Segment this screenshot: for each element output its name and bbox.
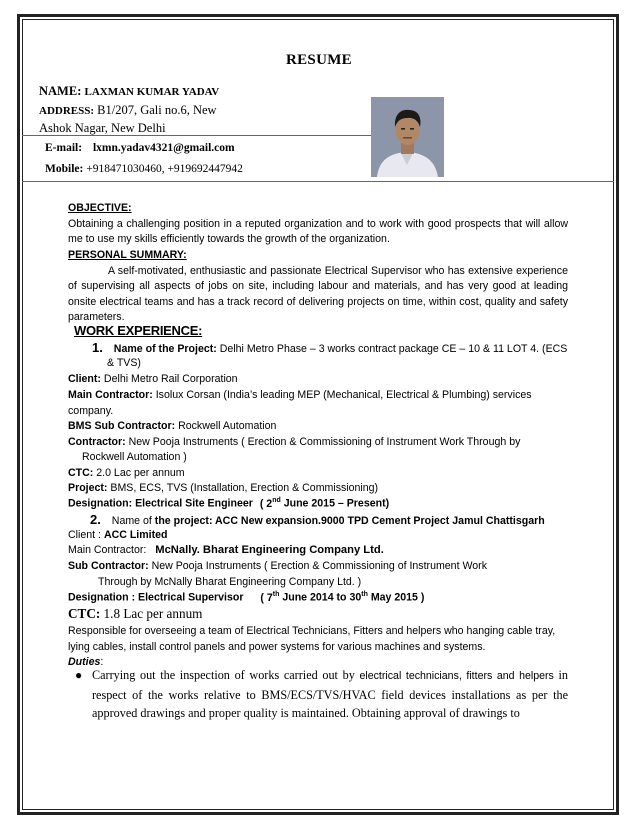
p1-desig-date-sup: nd — [272, 497, 281, 504]
p2-project-line — [90, 512, 545, 527]
address-block — [39, 102, 217, 137]
objective-text: Obtaining a challenging position in a reputed organization and to work with good prospects that will allow me to use my skills efficiently towards the growth of the organization. — [68, 217, 568, 245]
p2-desig-label: Designation : Electrical Supervisor — [68, 591, 244, 604]
p1-main-label: Main Contractor: — [68, 389, 153, 401]
header-divider — [22, 135, 388, 136]
p2-designation-line — [68, 591, 424, 604]
p1-ctc-label: CTC: — [68, 467, 94, 479]
p1-main-line — [68, 389, 532, 401]
p1-main-cont: company. — [68, 405, 114, 417]
p2-desig-date-b-sup: th — [361, 591, 368, 598]
p2-number: 2. — [90, 512, 101, 527]
name-label: NAME: — [39, 84, 82, 98]
p2-sub-label: Sub Contractor: — [68, 560, 149, 572]
p1-project-line — [92, 340, 567, 355]
p2-client-label: Client : — [68, 529, 101, 541]
summary-heading: PERSONAL SUMMARY: — [68, 249, 187, 261]
profile-photo-image — [371, 97, 444, 177]
p2-main-line — [68, 544, 384, 556]
p1-proj-value: BMS, ECS, TVS (Installation, Erection & Commissioning) — [110, 482, 379, 494]
objective-section — [68, 201, 568, 248]
p2-client-line — [68, 529, 168, 541]
p2-client-value: ACC Limited — [103, 529, 168, 541]
duties-colon: : — [100, 656, 104, 668]
p2-ctc-value: 1.8 Lac per annum — [103, 606, 203, 621]
p1-client-line — [68, 373, 238, 385]
p1-desig-label: Designation: — [68, 497, 133, 510]
p2-ctc-label: CTC: — [68, 606, 101, 621]
p1-designation-line — [68, 497, 389, 510]
p2-sub-cont: Through by McNally Bharat Engineering Company Ltd. ) — [98, 576, 362, 588]
p2-desig-date-c: May 2015 ) — [370, 591, 425, 604]
p1-number: 1. — [92, 340, 103, 355]
p2-main-value: McNally. Bharat Engineering Company Ltd. — [155, 544, 384, 556]
p1-project-value: Delhi Metro Phase – 3 works contract package CE – 10 & 11 LOT 4. (ECS — [219, 343, 568, 355]
name-line — [39, 84, 219, 99]
p1-client-label: Client: — [68, 373, 101, 385]
p1-project-label: Name of the Project: — [113, 343, 217, 355]
bullet1-text-b: electrical technicians, fitters and helpers — [359, 670, 554, 682]
mobile-value: +918471030460, +919692447942 — [86, 163, 243, 175]
p2-responsibility-text: Responsible for overseeing a team of Electrical Technicians, Fitters and helpers who hanging cable tray, lying cables, install control panels and power systems for various machines and systems. — [68, 625, 556, 653]
p2-sub-line — [68, 560, 487, 572]
email-value: lxmn.yadav4321@gmail.com — [92, 142, 235, 154]
p1-client-value: Delhi Metro Rail Corporation — [103, 373, 238, 385]
p2-sub-value: New Pooja Instruments ( Erection & Commissioning of Instrument Work — [151, 560, 487, 572]
p1-main-value: Isolux Corsan (India’s leading MEP (Mechanical, Electrical & Plumbing) services — [155, 389, 532, 401]
p2-main-label: Main Contractor: — [68, 544, 147, 556]
bullet1-text-rest: in respect of the works relative to BMS/ECS/TVS/HVAC field devices installations as per the approved drawings and proper quality is maintained. Obtaining approval of drawings to — [92, 668, 569, 721]
mobile-line — [45, 163, 243, 175]
p1-proj-label: Project: — [68, 482, 108, 494]
p2-desig-date-a-sup: th — [272, 591, 280, 598]
p2-desig-date-b: June 2014 to 30 — [282, 591, 362, 604]
p1-project-scope-line — [68, 482, 378, 494]
p1-bms-value: Rockwell Automation — [178, 420, 277, 432]
address-label: ADDRESS: — [39, 105, 95, 117]
p1-bms-label: BMS Sub Contractor: — [68, 420, 176, 432]
summary-section — [68, 248, 568, 326]
work-experience-heading: WORK EXPERIENCE: — [74, 323, 203, 338]
p1-project-cont: & TVS) — [107, 357, 141, 369]
bullet-dot-icon: ● — [75, 668, 83, 682]
p1-ctc-value: 2.0 Lac per annum — [96, 467, 185, 479]
contact-divider — [22, 181, 614, 182]
profile-photo — [371, 97, 444, 177]
p1-ctc-line — [68, 467, 185, 479]
address-line1: B1/207, Gali no.6, New — [97, 103, 217, 117]
p2-desig-date-a: ( 7 — [260, 591, 273, 604]
bullet1-text-a: Carrying out the inspection of works carried out by — [92, 668, 355, 682]
email-line — [45, 142, 235, 154]
p1-contractor-line — [68, 436, 520, 448]
duty-bullet-1 — [75, 666, 569, 723]
p1-bms-line — [68, 420, 276, 432]
objective-heading: OBJECTIVE: — [68, 202, 132, 214]
email-label: E-mail: — [45, 142, 83, 154]
p2-project-label: the project: ACC New expansion.9000 TPD Cement Project Jamul Chattisgarh — [154, 515, 545, 527]
resume-title: RESUME — [286, 52, 352, 68]
p1-contractor-cont: Rockwell Automation ) — [82, 451, 187, 463]
address-line2: Ashok Nagar, New Delhi — [39, 121, 166, 135]
p2-project-pre: Name of — [111, 515, 152, 527]
summary-text: A self-motivated, enthusiastic and passionate Electrical Supervisor who has extensive experience of supervising all aspects of jobs on site, including labour and materials, and has very good at leading onsite electrical teams and has a track record of delivering projects on time, within cost, quality and safety parameters. — [68, 264, 568, 323]
p1-desig-date-post: June 2015 – Present) — [283, 497, 390, 510]
name-value: LAXMAN KUMAR YADAV — [84, 86, 220, 98]
p1-desig-date-pre: ( 2 — [259, 497, 273, 510]
mobile-label: Mobile: — [45, 163, 84, 175]
p1-contractor-value: New Pooja Instruments ( Erection & Commissioning of Instrument Work Through by — [128, 436, 521, 448]
duties-label: Duties — [68, 656, 101, 668]
p1-desig-value: Electrical Site Engineer — [135, 497, 253, 510]
p1-contractor-label: Contractor: — [68, 436, 126, 448]
p2-ctc-line — [68, 606, 202, 622]
